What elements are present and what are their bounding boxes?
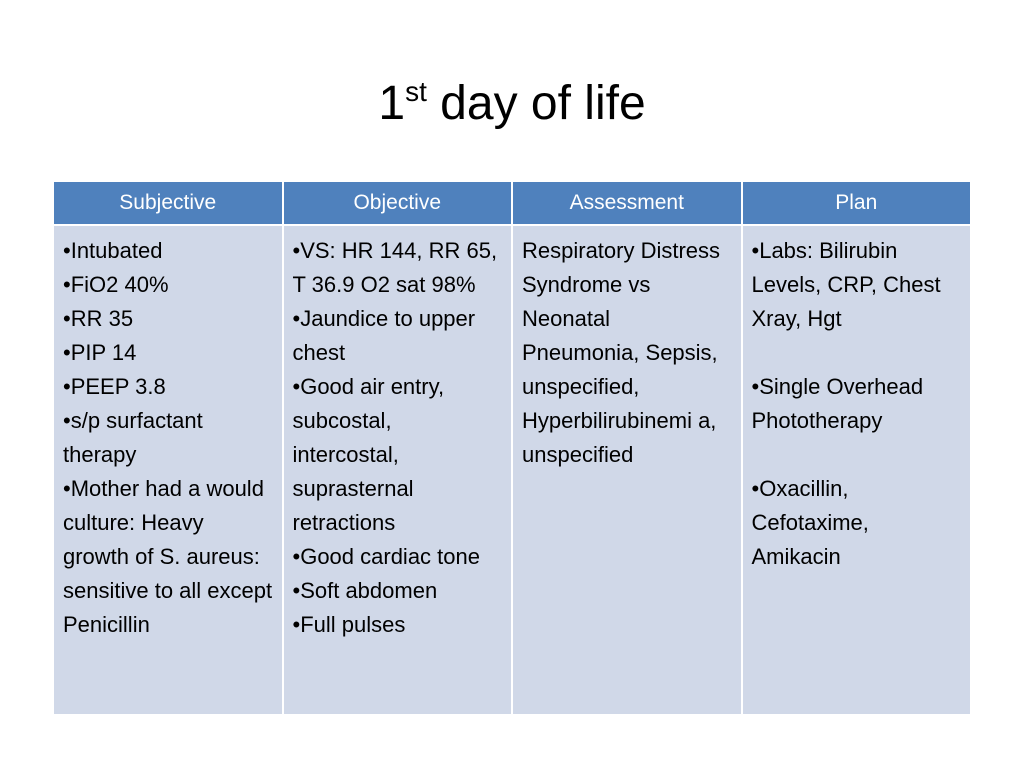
header-plan: Plan [742, 181, 972, 225]
objective-item: •Soft abdomen [292, 578, 438, 603]
assessment-cell [512, 225, 742, 715]
title-number: 1 [378, 77, 406, 130]
plan-item: •Labs: Bilirubin Levels, CRP, Chest Xray, Hgt [751, 238, 941, 331]
plan-item: •Single Overhead Phototherapy [751, 374, 924, 433]
objective-item: •Full pulses [292, 612, 406, 637]
objective-item: •Good air entry, subcostal, intercostal, suprasternal retractions [292, 374, 445, 535]
assessment-text: Respiratory Distress Syndrome vs Neonatal Pneumonia, Sepsis, unspecified, Hyperbilirubinemi a, unspecified [522, 238, 721, 467]
title-text: day of life [426, 77, 646, 130]
subjective-cell [53, 225, 283, 715]
header-objective: Objective [283, 181, 513, 225]
plan-spacer [752, 336, 962, 370]
subjective-item: •RR 35 [63, 306, 134, 331]
plan-item: •Oxacillin, Cefotaxime, Amikacin [751, 476, 869, 569]
objective-item: •Jaundice to upper chest [292, 306, 476, 365]
subjective-item: •PIP 14 [63, 340, 137, 365]
objective-item: •Good cardiac tone [292, 544, 480, 569]
slide-title [0, 78, 1024, 131]
subjective-item: •Mother had a would culture: Heavy growth of S. aureus: sensitive to all except Penicillin [63, 476, 273, 637]
subjective-item: •FiO2 40% [63, 272, 169, 297]
objective-cell [283, 225, 513, 715]
soap-table [52, 180, 972, 716]
header-row [53, 181, 971, 225]
title-superscript: st [405, 76, 427, 107]
content-row [53, 225, 971, 715]
subjective-item: •PEEP 3.8 [63, 374, 166, 399]
header-subjective: Subjective [53, 181, 283, 225]
plan-cell [742, 225, 972, 715]
subjective-item: •s/p surfactant therapy [63, 408, 203, 467]
subjective-item: •Intubated [63, 238, 163, 263]
objective-item: •VS: HR 144, RR 65, T 36.9 O2 sat 98% [292, 238, 498, 297]
header-assessment: Assessment [512, 181, 742, 225]
plan-spacer [752, 438, 962, 472]
